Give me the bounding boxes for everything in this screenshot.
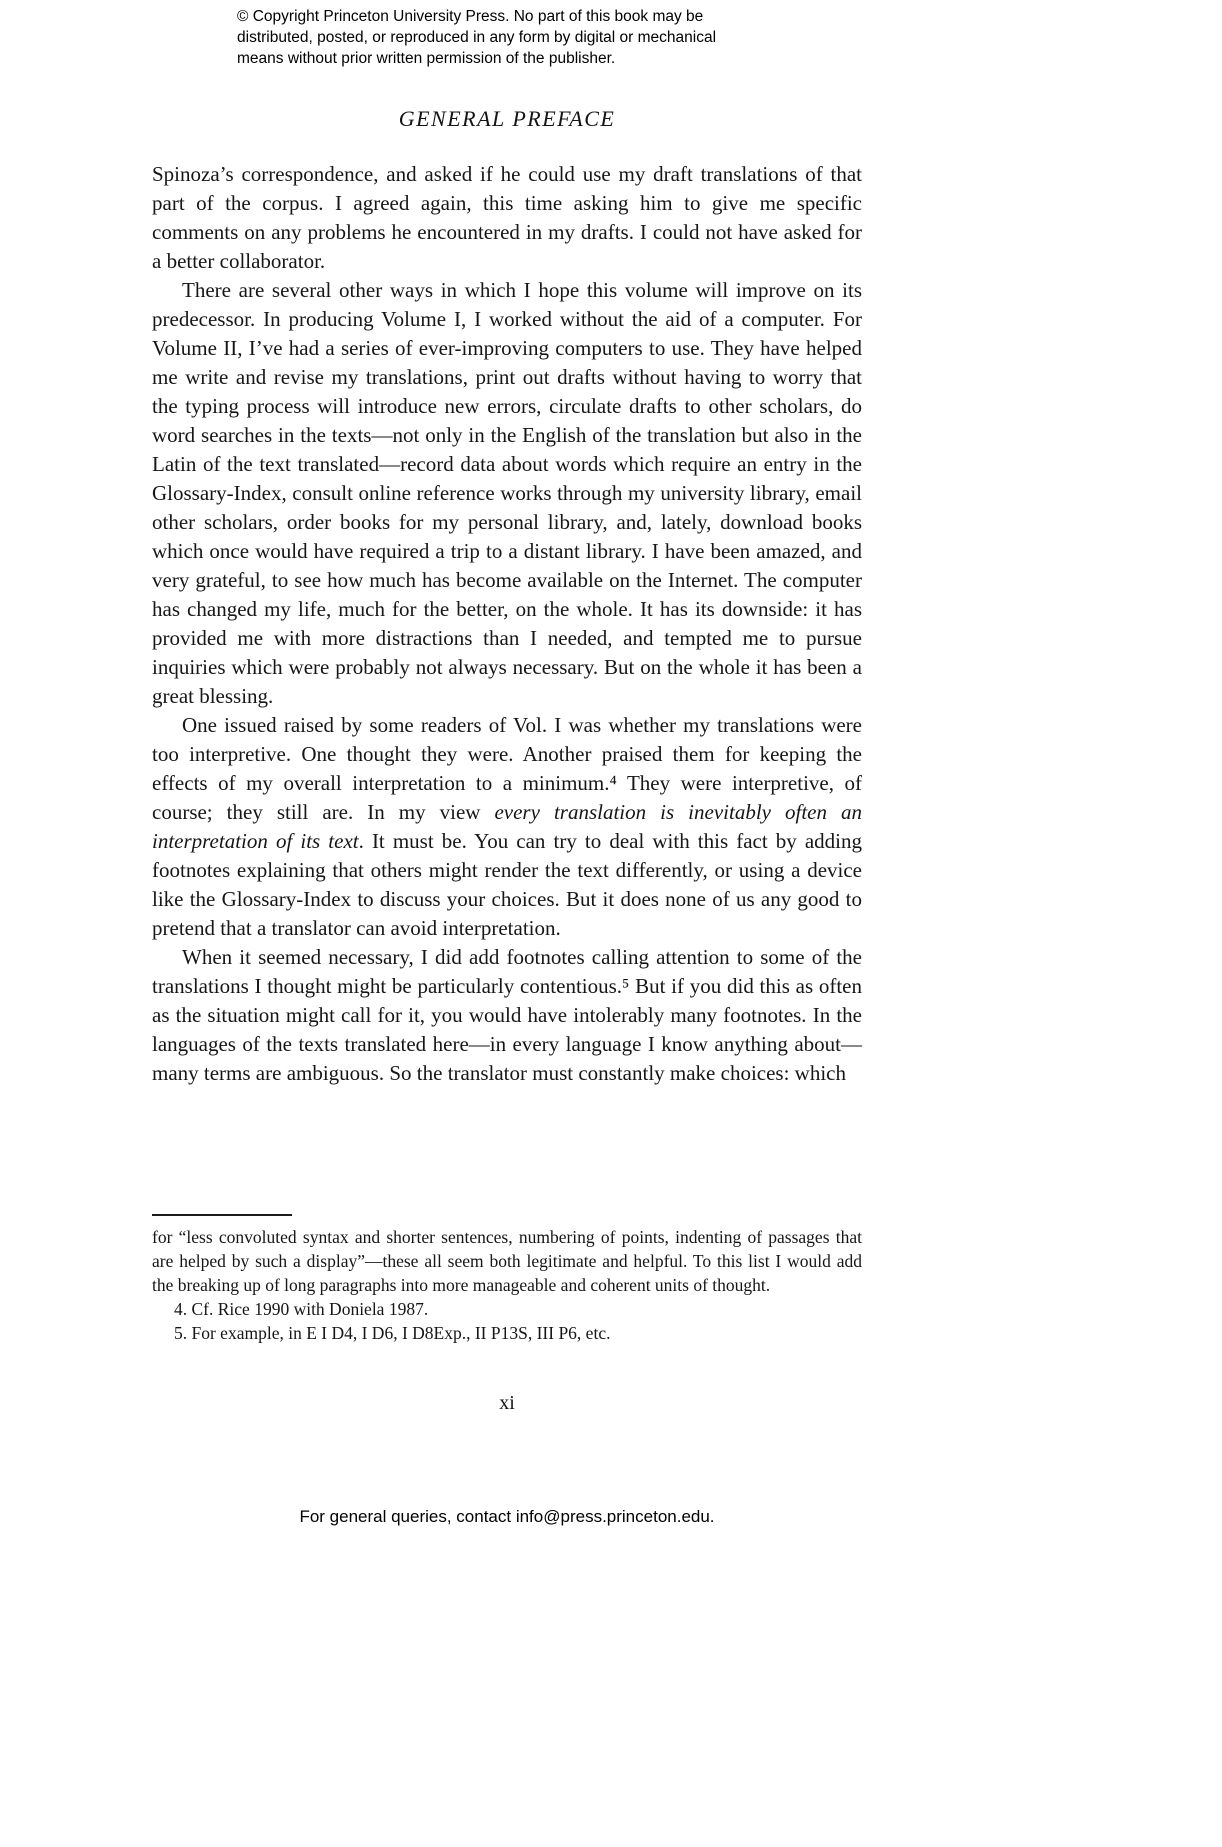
paragraph-3-text-after: . It must be. You can try to deal with this fact by adding footnotes explaining that others might render the text differently, or using a device like the Glossary-Index to discuss your choices. But it does none of us any good to pretend that a translator can avoid interpretation.: [152, 829, 862, 940]
paragraph-3: [152, 711, 862, 943]
footnote-5: 5. For example, in E I D4, I D6, I D8Exp., II P13S, III P6, etc.: [174, 1323, 611, 1343]
paragraph-1: Spinoza’s correspondence, and asked if he could use my draft translations of that part of the corpus. I agreed again, this time asking him to give me specific comments on any problems he encountered in my drafts. I could not have asked for a better collaborator.: [152, 162, 862, 273]
paragraph-3-italic-phrase: every translation is inevitably often an interpretation of its text: [152, 800, 862, 853]
footnote-continuation: for “less convoluted syntax and shorter sentences, numbering of points, indenting of passages that are helped by such a display”—these all seem both legitimate and helpful. To this list I would add the breaking up of long paragraphs into more manageable and coherent units of thought.: [152, 1227, 862, 1295]
paragraph-4: When it seemed necessary, I did add footnotes calling attention to some of the translations I thought might be particularly contentious.⁵ But if you did this as often as the situation might call for it, you would have intolerably many footnotes. In the languages of the texts translated here—in every language I know anything about—many terms are ambiguous. So the translator must constantly make choices: which: [152, 945, 862, 1085]
body-text: [152, 160, 862, 1088]
footnote-separator-rule: [152, 1214, 292, 1216]
paragraph-2: There are several other ways in which I hope this volume will improve on its predecessor. In producing Volume I, I worked without the aid of a computer. For Volume II, I’ve had a series of ever-improving computers to use. They have helped me write and revise my translations, print out drafts without having to worry that the typing process will introduce new errors, circulate drafts to other scholars, do word searches in the texts—not only in the English of the translation but also in the Latin of the text translated—record data about words which require an entry in the Glossary-Index, consult online reference works through my university library, email other scholars, order books for my personal library, and, lately, download books which once would have required a trip to a distant library. I have been amazed, and very grateful, to see how much has become available on the Internet. The computer has changed my life, much for the better, on the whole. It has its downside: it has provided me with more distractions than I needed, and tempted me to pursue inquiries which were probably not always necessary. But on the whole it has been a great blessing.: [152, 278, 862, 708]
footnote-4: 4. Cf. Rice 1990 with Doniela 1987.: [174, 1299, 429, 1319]
chapter-heading: GENERAL PREFACE: [398, 106, 616, 131]
footnotes-section: [152, 1214, 862, 1345]
paragraph-3-text-before: One issued raised by some readers of Vol. I was whether my translations were too interpretive. One thought they were. Another praised them for keeping the effects of my overall interpretation to a minimum.⁴ They were interpretive, of course; they still are. In my view: [152, 713, 862, 824]
copyright-notice: © Copyright Princeton University Press. No part of this book may be distributed, posted, or reproduced in any form by digital or mechanical means without prior written permission of the publisher.: [237, 8, 717, 67]
footer-queries: For general queries, contact info@press.princeton.edu.: [299, 1507, 715, 1526]
page-number: xi: [499, 1392, 515, 1414]
